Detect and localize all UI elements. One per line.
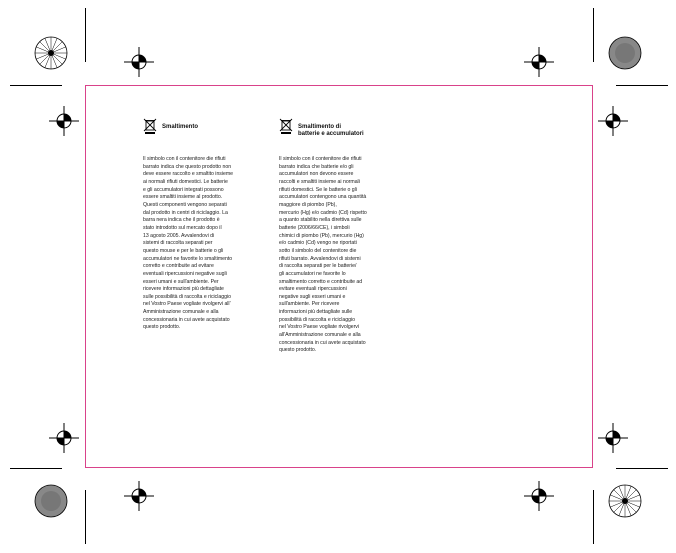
section-title: Smaltimento: [162, 124, 199, 130]
registration-mark-icon: [524, 481, 554, 511]
crop-mark: [85, 490, 86, 544]
section-title: Smaltimento di batterie e accumulatori: [298, 124, 364, 137]
starburst-dial-icon: [34, 36, 68, 70]
section-body-text: Il simbolo con il contenitore die rifiuti barrato indica che questo prodotto non deve essere raccolto e smaltito insieme ai normali rifiuti domestici. Le batterie e gli accumulatori integrati possono essere smaltiti insieme al prodotto. Questi componenti vengono separati dal prodotto in centri di riciclaggio. La barra nera indica che il prodotto è stato introdotto sul mercato dopo il 13 agosto 2005. Avvalendovi di sistemi di raccolta separati per questo mouse e per le batterie o gli accumulatori ne favorite lo smaltimento corretto e contribuite ad evitare eventuali ripercussioni negative sugli esseri umani e sull'ambiente. Per ricevere informazioni più dettagliate sulle possibilità di raccolta e riciclaggio nel Vostro Paese vogliate rivolgervi all' Amministrazione comunale e alla concessionaria in cui avete acquistato questo prodotto.: [143, 156, 234, 331]
registration-mark-icon: [49, 423, 79, 453]
registration-mark-icon: [124, 47, 154, 77]
registration-mark-icon: [524, 47, 554, 77]
registration-mark-icon: [49, 106, 79, 136]
crop-mark: [593, 490, 594, 544]
crop-mark: [10, 85, 62, 86]
registration-mark-icon: [124, 481, 154, 511]
crop-mark: [85, 8, 86, 62]
grey-dial-icon: [34, 484, 68, 518]
section-body-text: Il simbolo con il contenitore die rifiuti barrato indica che batterie e/o gli accumulatori non devono essere raccolti e smaltiti insieme ai normali rifiuti domestici. Se le batterie o gli accumulatori contengono una quantità maggiore di piombo (Pb), mercurio (Hg) e/o cadmio (Cd) rispetto a quanto stabilito nella direttiva sulle batterie (2006/66/CE), i simboli chimici di piombo (Pb), mercurio (Hg) e/o cadmio (Cd) vengo ne riportati sotto il simbolo del contenitore die rifiuti barrato. Avvalendovi di sistemi di raccolta separati per le batterie/ gli accumulatori ne favorite lo smaltimento corretto e contribuite ad evitare eventuali ripercussioni negative sugli esseri umani e sull'ambiente. Per ricevere informazioni più dettagliate sulle possibilità di raccolta e riciclaggio nel Vostro Paese vogliate rivolgervi all'Amministrazione comunale e alla concessionaria in cui avete acquistato questo prodotto.: [279, 156, 367, 354]
crop-mark: [616, 85, 668, 86]
crop-mark: [10, 468, 62, 469]
crossed-out-wheelie-bin-icon: [279, 118, 293, 134]
registration-mark-icon: [598, 423, 628, 453]
disposal-column: [143, 118, 261, 332]
registration-mark-icon: [598, 106, 628, 136]
crossed-out-wheelie-bin-icon: [143, 118, 157, 134]
battery-disposal-column: [279, 118, 397, 355]
column-header: [279, 118, 397, 148]
crop-mark: [616, 468, 668, 469]
column-header: [143, 118, 261, 148]
crop-mark: [593, 8, 594, 62]
starburst-dial-icon: [608, 484, 642, 518]
grey-dial-icon: [608, 36, 642, 70]
